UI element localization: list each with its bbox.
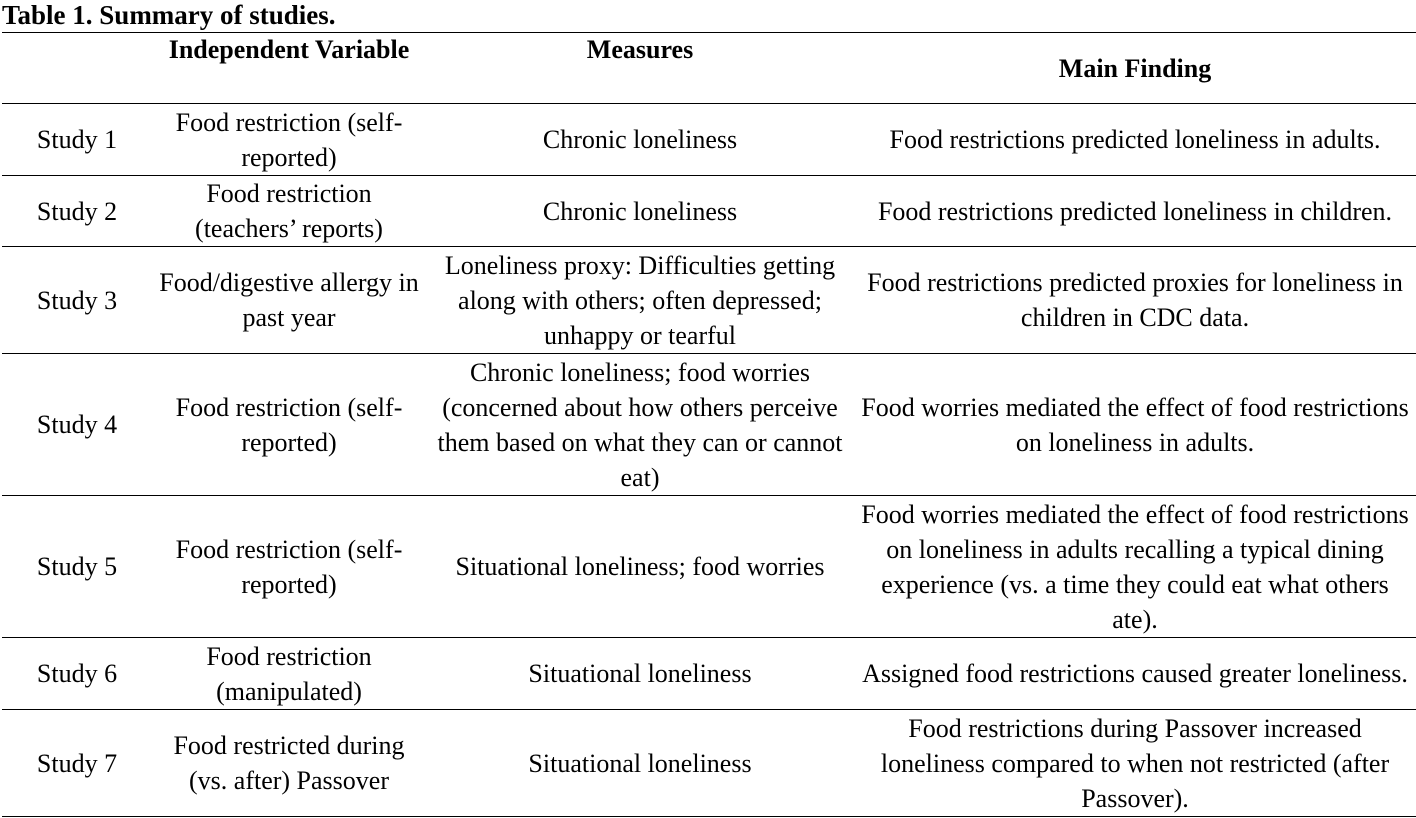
header-main-finding: Main Finding — [1058, 53, 1212, 83]
cell-independent-variable: Food restriction (manipulated) — [206, 641, 372, 706]
cell-study: Study 5 — [36, 552, 118, 581]
cell-measures: Chronic loneliness; food worries (concerned about how others perceive them based on what they can or cannot eat) — [437, 357, 843, 492]
cell-main-finding: Food restrictions predicted proxies for loneliness in children in CDC data. — [867, 268, 1403, 332]
cell-main-finding: Food restrictions predicted loneliness in children. — [877, 196, 1393, 226]
cell-main-finding: Food restrictions during Passover increased loneliness compared to when not restricted (after Passover). — [880, 713, 1390, 813]
cell-independent-variable: Food restriction (self-reported) — [175, 534, 403, 599]
cell-independent-variable: Food restriction (teachers’ reports) — [195, 179, 383, 243]
cell-independent-variable: Food restriction (self-reported) — [175, 392, 403, 457]
header-study — [2, 33, 152, 104]
cell-measures: Chronic loneliness — [542, 196, 738, 226]
cell-study: Study 4 — [36, 410, 118, 439]
cell-measures: Situational loneliness; food worries — [455, 552, 825, 581]
cell-study: Study 2 — [36, 196, 118, 226]
table-header-row — [2, 33, 1416, 104]
cell-main-finding: Assigned food restrictions caused greater loneliness. — [862, 659, 1408, 688]
table-row — [2, 496, 1416, 638]
cell-independent-variable: Food restricted during (vs. after) Passover — [173, 731, 405, 795]
cell-study: Study 7 — [36, 748, 118, 778]
cell-measures: Loneliness proxy: Difficulties getting along with others; often depressed; unhappy or tearful — [444, 250, 836, 350]
cell-measures: Chronic loneliness — [542, 125, 738, 154]
table-row — [2, 638, 1416, 710]
table-row — [2, 247, 1416, 354]
cell-main-finding: Food worries mediated the effect of food restrictions on loneliness in adults. — [861, 392, 1409, 457]
cell-independent-variable: Food restriction (self-reported) — [175, 107, 403, 172]
table-row — [2, 710, 1416, 817]
cell-main-finding: Food restrictions predicted loneliness in adults. — [889, 125, 1381, 154]
table-title: Table 1. Summary of studies. — [2, 0, 336, 30]
cell-study: Study 3 — [36, 285, 118, 315]
cell-main-finding: Food worries mediated the effect of food restrictions on loneliness in adults recalling a typical dining experience (vs. a time they could eat what others ate). — [861, 499, 1409, 634]
table-row — [2, 354, 1416, 496]
cell-measures: Situational loneliness — [528, 748, 752, 778]
summary-table — [2, 32, 1416, 817]
cell-independent-variable: Food/digestive allergy in past year — [159, 268, 419, 332]
cell-study: Study 6 — [36, 659, 118, 688]
cell-study: Study 1 — [36, 125, 118, 154]
header-measures: Measures — [586, 35, 694, 64]
table-row — [2, 104, 1416, 176]
table-row — [2, 176, 1416, 247]
cell-measures: Situational loneliness — [528, 659, 752, 688]
header-independent-variable: Independent Variable — [168, 35, 410, 64]
